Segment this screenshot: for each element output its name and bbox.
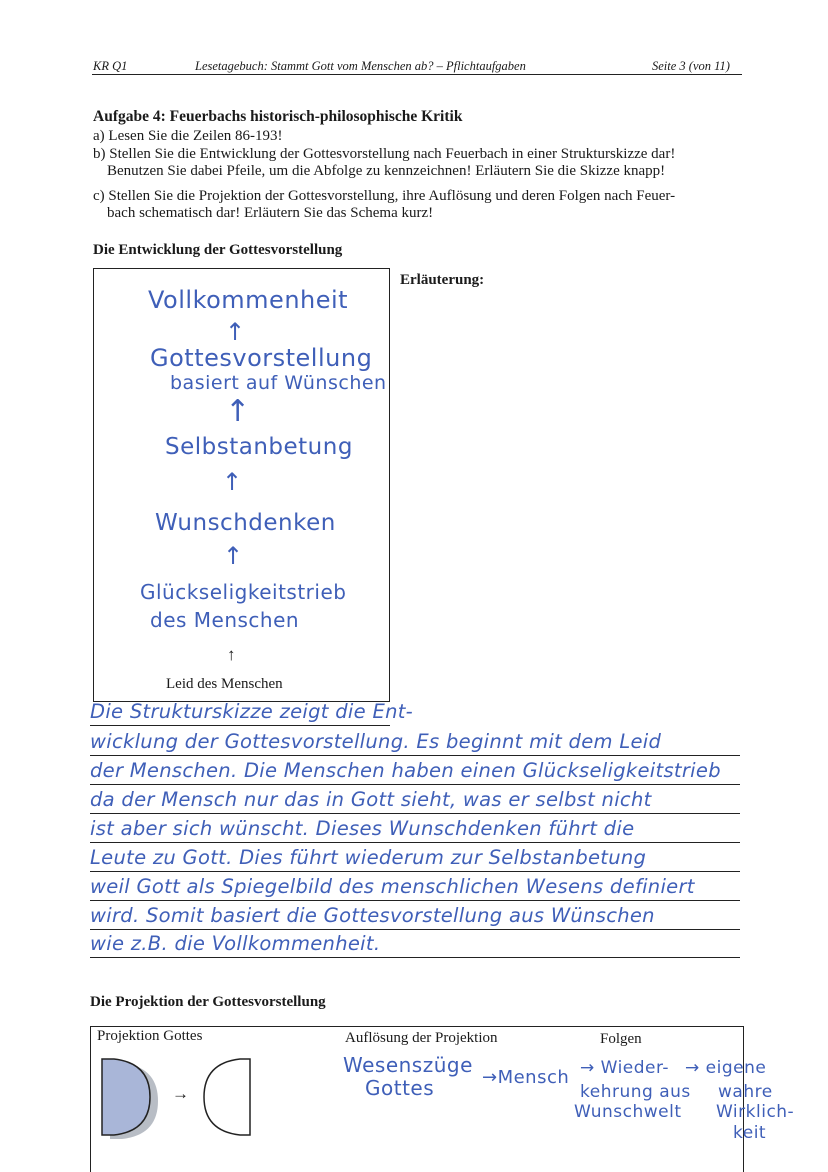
explanation-line: weil Gott als Spiegelbild des menschlichen Wesens definiert [90,875,695,898]
arrow-up-icon: ↑ [222,468,243,496]
header-rule [92,74,742,75]
schema-col-projection: Projektion Gottes [97,1028,203,1044]
task-a: a) Lesen Sie die Zeilen 86-193! [93,128,283,144]
explanation-line: Die Strukturskizze zeigt die Ent- [90,700,414,723]
sketch-item-god-concept: Gottesvorstellung [150,344,373,372]
schema-hw-to-human: →Mensch [482,1067,570,1088]
explanation-label: Erläuterung: [400,272,485,288]
schema-hw-reality-end: keit [733,1123,767,1143]
sketch-item-self-worship: Selbstanbetung [165,434,353,460]
underline [90,900,740,901]
underline [90,929,740,930]
sketch-item-wishful-thinking: Wunschdenken [155,510,336,536]
sketch-base-suffering: Leid des Menschen [166,676,283,692]
header-course: KR Q1 [93,59,128,73]
underline [90,784,740,785]
arrow-up-icon: ↑ [223,542,244,570]
task-b-line1: b) Stellen Sie die Entwicklung der Gottesvorstellung nach Feuerbach in einer Strukturskizze dar! [93,146,676,162]
underline [90,871,740,872]
explanation-line: wie z.B. die Vollkommenheit. [90,932,381,955]
task-c-line1: c) Stellen Sie die Projektion der Gottesvorstellung, ihre Auflösung und deren Folgen nach Feuer- [93,188,676,204]
sketch-item-happiness-drive: Glückseligkeitstrieb [140,580,347,604]
schema-hw-true: wahre [718,1082,773,1102]
projection-human-shape [204,1059,250,1135]
schema-hw-return: → Wieder- [580,1058,670,1078]
arrow-right-icon: → [172,1084,189,1103]
sketch-item-perfection: Vollkommenheit [148,286,349,314]
schema-col-consequences: Folgen [600,1031,642,1047]
schema-hw-wishworld: Wunschwelt [574,1102,682,1122]
sketch-item-based-on-wishes: basiert auf Wünschen [170,372,387,394]
explanation-line: ist aber sich wünscht. Dieses Wunschdenken führt die [90,817,635,840]
schema-hw-reality: Wirklich- [716,1102,795,1122]
sketch-item-of-humans: des Menschen [150,608,300,632]
schema-col-resolution: Auflösung der Projektion [345,1030,498,1046]
schema-hw-own: → eigene [685,1058,767,1078]
explanation-line: da der Mensch nur das in Gott sieht, was er selbst nicht [90,788,652,811]
task-b-line2: Benutzen Sie dabei Pfeile, um die Abfolge zu kennzeichnen! Erläutern Sie die Skizze knapp! [107,163,666,179]
underline [90,725,390,726]
underline [90,842,740,843]
arrow-up-icon: ↑ [227,645,236,664]
schema-hw-of-god: Gottes [365,1076,435,1100]
arrow-up-icon: ↑ [225,318,246,346]
task-c-line2: bach schematisch dar! Erläutern Sie das Schema kurz! [107,205,434,221]
underline [90,957,740,958]
header-title: Lesetagebuch: Stammt Gott vom Menschen ab? – Pflichtaufgaben [195,59,526,73]
header-page: Seite 3 (von 11) [652,59,730,73]
underline [90,755,740,756]
section-projection-title: Die Projektion der Gottesvorstellung [90,994,326,1010]
underline [90,813,740,814]
explanation-line: Leute zu Gott. Dies führt wiederum zur Selbstanbetung [90,846,647,869]
schema-hw-return-from: kehrung aus [580,1082,691,1102]
explanation-line: der Menschen. Die Menschen haben einen Glückseligkeitstrieb [90,759,721,782]
explanation-line: wicklung der Gottesvorstellung. Es beginnt mit dem Leid [90,730,662,753]
explanation-line: wird. Somit basiert die Gottesvorstellung aus Wünschen [90,904,655,927]
schema-hw-traits: Wesenszüge [343,1053,473,1077]
arrow-up-icon: ↑ [225,394,251,429]
section-development-title: Die Entwicklung der Gottesvorstellung [93,242,343,258]
task-title: Aufgabe 4: Feuerbachs historisch-philosophische Kritik [93,108,463,125]
